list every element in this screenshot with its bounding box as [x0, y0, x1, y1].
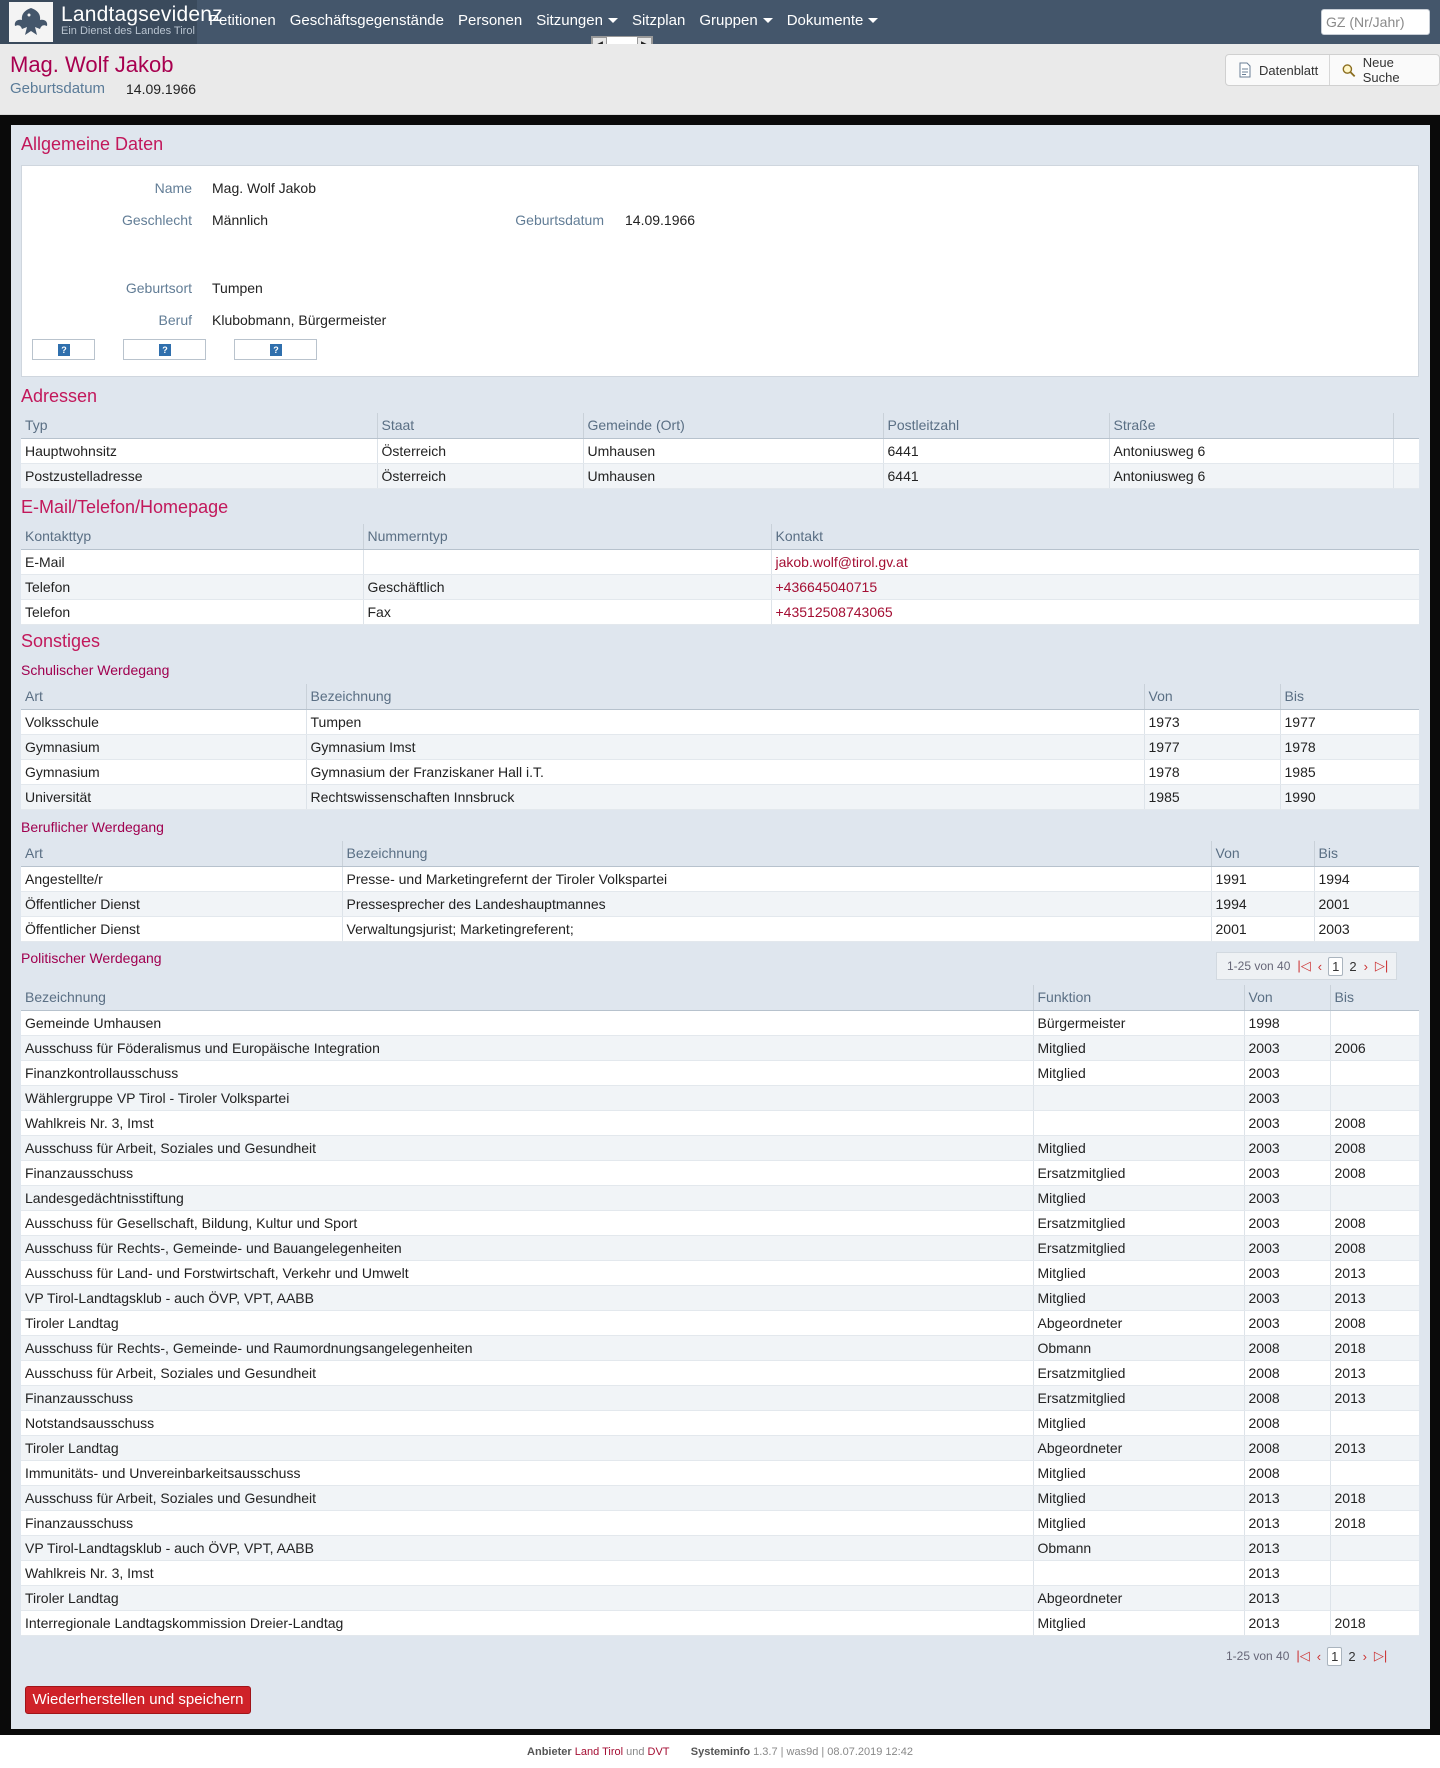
address-table — [21, 413, 1419, 489]
name-value: Mag. Wolf Jakob — [212, 180, 317, 196]
table-cell: Abgeordneter — [1033, 1435, 1244, 1460]
column-header[interactable]: Von — [1211, 841, 1314, 866]
email-link[interactable]: jakob.wolf@tirol.gv.at — [775, 553, 908, 570]
next-page-icon[interactable]: › — [1362, 1648, 1367, 1664]
column-header[interactable]: Art — [21, 684, 306, 709]
gender-label: Geschlecht — [121, 212, 192, 228]
name-label: Name — [154, 180, 192, 196]
table-row[interactable] — [21, 1385, 1419, 1410]
table-cell — [1033, 1085, 1244, 1110]
nav-sitzungen[interactable]: Sitzungen — [529, 0, 625, 44]
table-cell: 1973 — [1144, 709, 1280, 734]
table-cell: 2008 — [1244, 1410, 1330, 1435]
table-cell: Rechtswissenschaften Innsbruck — [306, 784, 1144, 809]
table-cell: Finanzkontrollausschuss — [21, 1060, 1033, 1085]
table-cell: 1977 — [1280, 709, 1419, 734]
main-menu — [202, 0, 885, 44]
table-cell: 1985 — [1144, 784, 1280, 809]
nav-gruppen[interactable]: Gruppen — [692, 0, 779, 44]
table-cell: 2003 — [1244, 1210, 1330, 1235]
page-1-button[interactable]: 1 — [1327, 1647, 1342, 1666]
table-cell — [1330, 1535, 1419, 1560]
table-cell: 1978 — [1280, 734, 1419, 759]
table-row[interactable] — [21, 1535, 1419, 1560]
gender-value: Männlich — [212, 212, 269, 228]
table-cell: Ausschuss für Arbeit, Soziales und Gesundheit — [21, 1135, 1033, 1160]
datenblatt-button[interactable]: Datenblatt — [1226, 55, 1330, 85]
pagination-bottom — [1216, 1642, 1395, 1670]
logo-title: Landtagsevidenz — [61, 3, 223, 26]
fax-link[interactable]: +43512508743065 — [775, 603, 893, 620]
column-header[interactable]: Postleitzahl — [883, 413, 1109, 438]
job-label: Beruf — [158, 312, 192, 328]
help-icon[interactable]: ? — [159, 344, 171, 356]
column-header[interactable]: Nummerntyp — [363, 524, 771, 549]
table-cell: Ersatzmitglied — [1033, 1360, 1244, 1385]
last-page-icon[interactable]: ▷| — [1373, 1648, 1388, 1663]
table-cell — [1330, 1060, 1419, 1085]
table-row[interactable] — [21, 1410, 1419, 1435]
table-cell: Ausschuss für Föderalismus und Europäische Integration — [21, 1035, 1033, 1060]
logo[interactable] — [0, 0, 223, 44]
table-cell: Obmann — [1033, 1335, 1244, 1360]
table-row[interactable] — [21, 1335, 1419, 1360]
column-header[interactable]: Bis — [1280, 684, 1419, 709]
table-cell: Gemeinde Umhausen — [21, 1010, 1033, 1035]
first-page-icon[interactable]: |◁ — [1297, 958, 1311, 973]
table-cell: Mitglied — [1033, 1260, 1244, 1285]
chevron-down-icon — [868, 18, 878, 23]
table-cell: 1991 — [1211, 866, 1314, 891]
table-cell: Tiroler Landtag — [21, 1585, 1033, 1610]
table-cell: 2008 — [1330, 1135, 1419, 1160]
table-cell: 2008 — [1330, 1235, 1419, 1260]
table-cell — [1330, 1185, 1419, 1210]
subsection-title-politik: Politischer Werdegang — [21, 950, 162, 966]
table-cell: 2003 — [1244, 1260, 1330, 1285]
table-row[interactable] — [21, 784, 1419, 809]
table-cell: 2008 — [1244, 1335, 1330, 1360]
table-cell: 2006 — [1330, 1035, 1419, 1060]
table-cell: 2003 — [1244, 1110, 1330, 1135]
column-header[interactable]: Bezeichnung — [342, 841, 1211, 866]
table-row[interactable] — [21, 891, 1419, 916]
table-row[interactable] — [21, 1010, 1419, 1035]
column-header[interactable]: Kontakttyp — [21, 524, 363, 549]
birthplace-value: Tumpen — [212, 280, 263, 296]
table-cell: Abgeordneter — [1033, 1310, 1244, 1335]
gz-search-input[interactable] — [1321, 9, 1430, 35]
column-header[interactable]: Funktion — [1033, 985, 1244, 1010]
table-row[interactable] — [21, 1085, 1419, 1110]
table-cell: Gymnasium — [21, 759, 306, 784]
table-row[interactable] — [21, 1435, 1419, 1460]
table-cell — [1330, 1585, 1419, 1610]
table-cell: 2003 — [1244, 1285, 1330, 1310]
page-title: Mag. Wolf Jakob — [10, 52, 174, 77]
table-cell: 2013 — [1330, 1260, 1419, 1285]
job-value: Klubobmann, Bürgermeister — [212, 312, 387, 328]
table-cell: 1985 — [1280, 759, 1419, 784]
table-cell: Ausschuss für Rechts-, Gemeinde- und Bauangelegenheiten — [21, 1235, 1033, 1260]
politics-table — [21, 985, 1419, 1636]
help-icon[interactable]: ? — [58, 344, 70, 356]
table-cell: Notstandsausschuss — [21, 1410, 1033, 1435]
table-cell: Universität — [21, 784, 306, 809]
table-cell: 2013 — [1244, 1535, 1330, 1560]
nav-petitionen[interactable]: Petitionen — [209, 12, 276, 29]
table-cell: Mitglied — [1033, 1610, 1244, 1635]
table-cell: Angestellte/r — [21, 866, 342, 891]
table-row[interactable]: Hauptwohnsitz Österreich Umhausen 6441 Antoniusweg 6 — [21, 438, 1419, 463]
career-table — [21, 841, 1419, 942]
table-cell: 2018 — [1330, 1335, 1419, 1360]
table-cell — [1330, 1560, 1419, 1585]
table-row[interactable] — [21, 1510, 1419, 1535]
table-row[interactable] — [21, 1110, 1419, 1135]
page-2-button[interactable]: 2 — [1348, 1648, 1356, 1664]
table-cell: 2003 — [1244, 1310, 1330, 1335]
table-cell: Mitglied — [1033, 1135, 1244, 1160]
column-header[interactable]: Straße — [1109, 413, 1393, 438]
column-header[interactable]: Bezeichnung — [21, 985, 1033, 1010]
table-cell: Volksschule — [21, 709, 306, 734]
table-cell: 2008 — [1244, 1435, 1330, 1460]
table-row[interactable] — [21, 916, 1419, 941]
help-icon[interactable]: ? — [270, 344, 282, 356]
table-cell: Interregionale Landtagskommission Dreier-Landtag — [21, 1610, 1033, 1635]
table-cell: Mitglied — [1033, 1285, 1244, 1310]
table-cell: Mitglied — [1033, 1035, 1244, 1060]
table-cell: Abgeordneter — [1033, 1585, 1244, 1610]
table-cell: Immunitäts- und Unvereinbarkeitsausschuss — [21, 1460, 1033, 1485]
column-header[interactable]: Von — [1144, 684, 1280, 709]
chevron-down-icon — [763, 18, 773, 23]
table-cell: Ersatzmitglied — [1033, 1235, 1244, 1260]
table-cell: Ersatzmitglied — [1033, 1385, 1244, 1410]
table-cell: 2013 — [1244, 1510, 1330, 1535]
table-row[interactable] — [21, 759, 1419, 784]
table-cell: Wählergruppe VP Tirol - Tiroler Volkspartei — [21, 1085, 1033, 1110]
table-cell: 2008 — [1330, 1110, 1419, 1135]
prev-page-icon[interactable]: ‹ — [1316, 1648, 1322, 1664]
tirol-eagle-logo-icon — [9, 2, 53, 42]
table-cell: 2008 — [1244, 1360, 1330, 1385]
prev-page-icon[interactable]: ‹ — [1317, 958, 1323, 974]
table-cell — [1330, 1010, 1419, 1035]
table-cell: Finanzausschuss — [21, 1385, 1033, 1410]
table-cell: Gymnasium der Franziskaner Hall i.T. — [306, 759, 1144, 784]
table-row[interactable] — [21, 1485, 1419, 1510]
table-row[interactable] — [21, 1185, 1419, 1210]
school-table — [21, 684, 1419, 810]
table-cell — [1330, 1410, 1419, 1435]
column-header[interactable]: Art — [21, 841, 342, 866]
table-cell: Finanzausschuss — [21, 1160, 1033, 1185]
table-cell: Ausschuss für Arbeit, Soziales und Gesundheit — [21, 1360, 1033, 1385]
table-row[interactable] — [21, 1260, 1419, 1285]
table-cell: Landesgedächtnisstiftung — [21, 1185, 1033, 1210]
page-2-button[interactable]: 2 — [1349, 958, 1357, 974]
table-cell: 2013 — [1330, 1360, 1419, 1385]
table-row: Telefon Fax +43512508743065 — [21, 599, 1419, 624]
table-row[interactable] — [21, 1310, 1419, 1335]
dvt-link[interactable]: DVT — [647, 1746, 670, 1758]
table-row[interactable] — [21, 1235, 1419, 1260]
pagination-top — [1216, 952, 1397, 980]
table-cell: Mitglied — [1033, 1510, 1244, 1535]
table-cell: 2013 — [1244, 1560, 1330, 1585]
neue-suche-button[interactable]: Neue Suche — [1330, 55, 1439, 85]
person-header — [0, 44, 1440, 115]
subsection-title-beruf: Beruflicher Werdegang — [21, 819, 164, 835]
table-cell: 2003 — [1244, 1135, 1330, 1160]
table-cell: 2018 — [1330, 1510, 1419, 1535]
page-1-button[interactable]: 1 — [1328, 957, 1343, 976]
table-cell: Mitglied — [1033, 1185, 1244, 1210]
column-header[interactable]: Bis — [1330, 985, 1419, 1010]
table-cell: 2013 — [1244, 1485, 1330, 1510]
table-cell — [1033, 1560, 1244, 1585]
column-header-empty — [1393, 413, 1419, 438]
table-row[interactable] — [21, 1460, 1419, 1485]
birthdate-value: 14.09.1966 — [625, 212, 696, 228]
last-page-icon[interactable]: ▷| — [1374, 958, 1389, 973]
table-cell: 2018 — [1330, 1485, 1419, 1510]
table-cell: 2013 — [1330, 1435, 1419, 1460]
table-cell: Tiroler Landtag — [21, 1310, 1033, 1335]
nav-dokumente[interactable]: Dokumente — [780, 0, 886, 44]
column-header[interactable]: Staat — [377, 413, 583, 438]
table-cell: 2003 — [1244, 1160, 1330, 1185]
table-cell: Verwaltungsjurist; Marketingreferent; — [342, 916, 1211, 941]
systeminfo-value: 1.3.7 | was9d | 08.07.2019 12:42 — [753, 1746, 913, 1758]
table-cell: 2008 — [1244, 1460, 1330, 1485]
column-header[interactable]: Bis — [1314, 841, 1419, 866]
table-row[interactable] — [21, 1135, 1419, 1160]
contact-table — [21, 524, 1419, 625]
table-cell: 1994 — [1314, 866, 1419, 891]
table-cell: Mitglied — [1033, 1485, 1244, 1510]
document-icon — [1237, 62, 1253, 78]
nav-sitzplan[interactable]: Sitzplan — [631, 12, 686, 29]
table-row[interactable] — [21, 1285, 1419, 1310]
restore-and-save-button[interactable]: Wiederherstellen und speichern — [25, 1686, 251, 1714]
table-cell: 2008 — [1330, 1160, 1419, 1185]
table-cell — [1330, 1460, 1419, 1485]
table-row[interactable] — [21, 1160, 1419, 1185]
table-cell: 2003 — [1244, 1085, 1330, 1110]
table-cell: 2003 — [1244, 1185, 1330, 1210]
header-birth-label: Geburtsdatum — [10, 80, 106, 97]
table-cell: 2001 — [1314, 891, 1419, 916]
table-cell: 1978 — [1144, 759, 1280, 784]
table-cell: Öffentlicher Dienst — [21, 891, 342, 916]
table-cell: 2013 — [1244, 1585, 1330, 1610]
table-cell: Ausschuss für Land- und Forstwirtschaft, Verkehr und Umwelt — [21, 1260, 1033, 1285]
table-cell: 1998 — [1244, 1010, 1330, 1035]
first-page-icon[interactable]: |◁ — [1296, 1648, 1310, 1663]
table-cell: 2008 — [1330, 1210, 1419, 1235]
section-title-allgemein: Allgemeine Daten — [21, 134, 164, 154]
table-cell: Ausschuss für Rechts-, Gemeinde- und Raumordnungsangelegenheiten — [21, 1335, 1033, 1360]
subsection-title-schule: Schulischer Werdegang — [21, 662, 170, 678]
table-row[interactable] — [21, 709, 1419, 734]
land-tirol-link[interactable]: Land Tirol — [574, 1746, 624, 1758]
table-cell: 2008 — [1330, 1310, 1419, 1335]
next-page-icon[interactable]: › — [1363, 958, 1368, 974]
table-cell: 1990 — [1280, 784, 1419, 809]
nav-geschaeftsgegenstaende[interactable]: Geschäftsgegenstände — [289, 12, 444, 29]
help-box-2[interactable] — [123, 339, 206, 360]
table-cell: 1977 — [1144, 734, 1280, 759]
table-cell: 1994 — [1211, 891, 1314, 916]
search-icon — [1341, 62, 1357, 78]
table-cell: 2003 — [1244, 1060, 1330, 1085]
table-row[interactable] — [21, 1360, 1419, 1385]
header-birth-value: 14.09.1966 — [126, 81, 197, 97]
section-title-adressen: Adressen — [21, 386, 98, 406]
table-row: Telefon Geschäftlich +436645040715 — [21, 574, 1419, 599]
birthplace-label: Geburtsort — [125, 280, 192, 296]
table-cell: VP Tirol-Landtagsklub - auch ÖVP, VPT, AABB — [21, 1285, 1033, 1310]
nav-personen[interactable]: Personen — [458, 12, 523, 29]
table-cell: Wahlkreis Nr. 3, Imst — [21, 1560, 1033, 1585]
section-title-sonstiges: Sonstiges — [21, 631, 101, 651]
table-cell: VP Tirol-Landtagsklub - auch ÖVP, VPT, AABB — [21, 1535, 1033, 1560]
table-row[interactable] — [21, 866, 1419, 891]
general-data-box — [21, 165, 1419, 377]
help-box-1[interactable] — [32, 339, 95, 360]
birthdate-label: Geburtsdatum — [515, 212, 604, 228]
header-button-group — [1225, 54, 1440, 86]
help-box-3[interactable] — [234, 339, 317, 360]
table-cell: 2001 — [1211, 916, 1314, 941]
phone-link[interactable]: +436645040715 — [775, 578, 878, 595]
table-cell: Tiroler Landtag — [21, 1435, 1033, 1460]
table-row[interactable] — [21, 734, 1419, 759]
column-header[interactable]: Gemeinde (Ort) — [583, 413, 883, 438]
table-cell: 2008 — [1244, 1385, 1330, 1410]
table-row[interactable] — [21, 1585, 1419, 1610]
table-cell: 2003 — [1244, 1235, 1330, 1260]
column-header[interactable]: Kontakt — [771, 524, 1419, 549]
table-row[interactable] — [21, 1060, 1419, 1085]
table-cell: Bürgermeister — [1033, 1010, 1244, 1035]
table-cell: Presse- und Marketingrefernt der Tiroler Volkspartei — [342, 866, 1211, 891]
table-cell: 2013 — [1330, 1385, 1419, 1410]
table-cell: Öffentlicher Dienst — [21, 916, 342, 941]
table-cell — [1033, 1110, 1244, 1135]
table-row[interactable] — [21, 1035, 1419, 1060]
table-cell: 2003 — [1244, 1035, 1330, 1060]
table-cell — [1330, 1085, 1419, 1110]
table-cell: Tumpen — [306, 709, 1144, 734]
column-header[interactable]: Bezeichnung — [306, 684, 1144, 709]
logo-subtitle: Ein Dienst des Landes Tirol — [61, 25, 195, 37]
table-cell: Ausschuss für Gesellschaft, Bildung, Kultur und Sport — [21, 1210, 1033, 1235]
section-title-kontakt: E-Mail/Telefon/Homepage — [21, 497, 229, 517]
table-row[interactable] — [21, 1560, 1419, 1585]
table-cell: Pressesprecher des Landeshauptmannes — [342, 891, 1211, 916]
table-cell: Wahlkreis Nr. 3, Imst — [21, 1110, 1033, 1135]
table-cell: Ersatzmitglied — [1033, 1210, 1244, 1235]
table-cell: Gymnasium — [21, 734, 306, 759]
table-cell: 2018 — [1330, 1610, 1419, 1635]
table-row[interactable] — [21, 1210, 1419, 1235]
footer: Anbieter Land Tirol und DVT Systeminfo 1.3.7 | was9d | 08.07.2019 12:42 — [527, 1746, 913, 1758]
column-header[interactable]: Von — [1244, 985, 1330, 1010]
table-cell: Mitglied — [1033, 1460, 1244, 1485]
table-cell: Mitglied — [1033, 1410, 1244, 1435]
pagination-range: 1-25 von 40 — [1227, 959, 1291, 973]
table-row: E-Mail jakob.wolf@tirol.gv.at — [21, 549, 1419, 574]
table-row[interactable]: Postzustelladresse Österreich Umhausen 6441 Antoniusweg 6 — [21, 463, 1419, 488]
column-header[interactable]: Typ — [21, 413, 377, 438]
table-cell: Mitglied — [1033, 1060, 1244, 1085]
table-cell: Ersatzmitglied — [1033, 1160, 1244, 1185]
table-cell: Finanzausschuss — [21, 1510, 1033, 1535]
table-row[interactable] — [21, 1610, 1419, 1635]
pagination-range: 1-25 von 40 — [1226, 1649, 1290, 1663]
table-cell: Ausschuss für Arbeit, Soziales und Gesundheit — [21, 1485, 1033, 1510]
table-cell: 2013 — [1244, 1610, 1330, 1635]
table-cell: 2013 — [1330, 1285, 1419, 1310]
chevron-down-icon — [608, 18, 618, 23]
table-cell: Obmann — [1033, 1535, 1244, 1560]
table-cell: Gymnasium Imst — [306, 734, 1144, 759]
table-cell: 2003 — [1314, 916, 1419, 941]
top-navbar — [0, 0, 1440, 44]
